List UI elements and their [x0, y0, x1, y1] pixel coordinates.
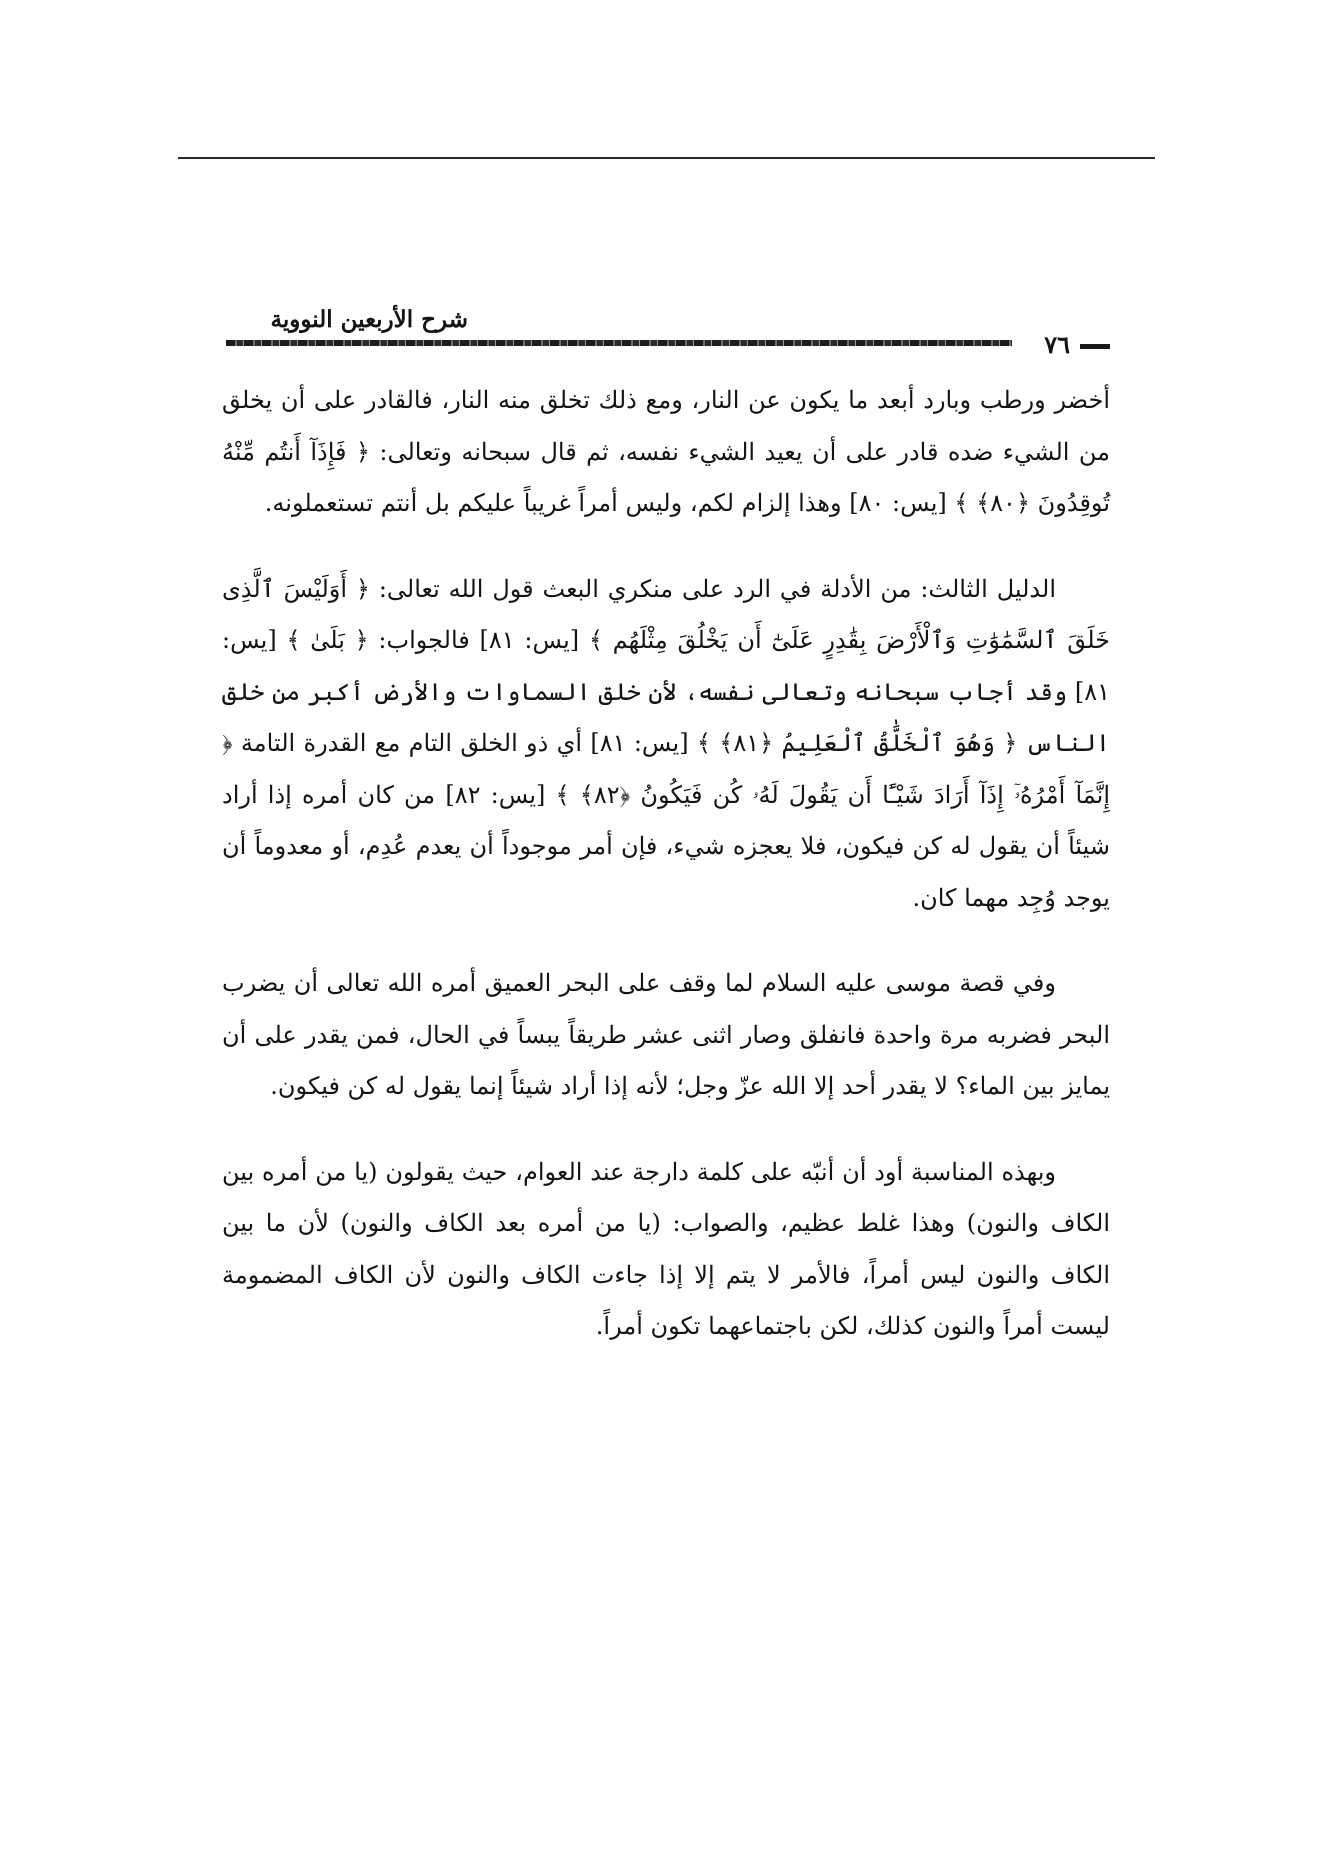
paragraph-2: الدليل الثالث: من الأدلة في الرد على منكري البعث قول الله تعالى: ﴿ أَوَلَيْسَ ٱلَّذِى خَلَقَ ٱلسَّمَٰوَٰتِ وَٱلْأَرْضَ بِقَٰدِرٍ عَلَىٰٓ أَن يَخْلُقَ مِثْلَهُم ﴾ [يس: ٨١] فالجواب: ﴿ بَلَىٰ ﴾ [يس: ٨١] وقد أجاب سبحانه وتعالى نفسه، لأن خلق السماوات والأرض أكبر من خلق الناس ﴿ وَهُوَ ٱلْخَلَّٰقُ ٱلْعَلِيمُ ﴿٨١﴾ ﴾ [يس: ٨١] أي ذو الخلق التام مع القدرة التامة ﴿ إِنَّمَآ أَمْرُهُۥٓ إِذَآ أَرَادَ شَيْـًٔا أَن يَقُولَ لَهُۥ كُن فَيَكُونُ ﴿٨٢﴾ ﴾ [يس: ٨٢] من كان أمره إذا أراد شيئاً أن يقول له كن فيكون، فلا يعجزه شيء، فإن أمر موجوداً أن يعدم عُدِم، أو معدوماً أن يوجد وُجِد مهما كان. — [222, 574, 1110, 912]
page-number — [1044, 332, 1110, 358]
paragraph-4: وبهذه المناسبة أود أن أنبّه على كلمة دارجة عند العوام، حيث يقولون (يا من أمره بين الكاف والنون) وهذا غلط عظيم، والصواب: (يا من أمره بعد الكاف والنون) لأن ما بين الكاف والنون ليس أمراً، فالأمر لا يتم إلا إذا جاءت الكاف والنون لأن الكاف المضمومة ليست أمراً والنون كذلك، لكن باجتماعهما تكون أمراً. — [222, 1157, 1110, 1340]
paragraph-gap — [222, 530, 1110, 564]
paragraph-gap — [222, 1113, 1110, 1147]
page-number-text: ٧٦ — [1044, 330, 1070, 359]
header-rule — [226, 340, 1012, 346]
top-rule — [178, 157, 1155, 159]
paragraph-gap — [222, 924, 1110, 958]
running-header — [226, 306, 1110, 358]
book-title: شرح الأربعين النووية — [270, 306, 468, 333]
paragraph-1: أخضر ورطب وبارد أبعد ما يكون عن النار، ومع ذلك تخلق منه النار، فالقادر على أن يخلق من الشيء ضده قادر على أن يعيد الشيء نفسه، ثم قال سبحانه وتعالى: ﴿ فَإِذَآ أَنتُم مِّنْهُ تُوقِدُونَ ﴿٨٠﴾ ﴾ [يس: ٨٠] وهذا إلزام لكم، وليس أمراً غريباً عليكم بل أنتم تستعملونه. — [222, 386, 1110, 517]
page-body — [222, 375, 1110, 1353]
paragraph-3: وفي قصة موسى عليه السلام لما وقف على البحر العميق أمره الله تعالى أن يضرب البحر فضربه مرة واحدة فانفلق وصار اثنى عشر طريقاً يبساً في الحال، فمن يقدر على أن يمايز بين الماء؟ لا يقدر أحد إلا الله عزّ وجل؛ لأنه إذا أراد شيئاً إنما يقول له كن فيكون. — [222, 969, 1110, 1100]
page-number-dash — [1080, 344, 1110, 349]
